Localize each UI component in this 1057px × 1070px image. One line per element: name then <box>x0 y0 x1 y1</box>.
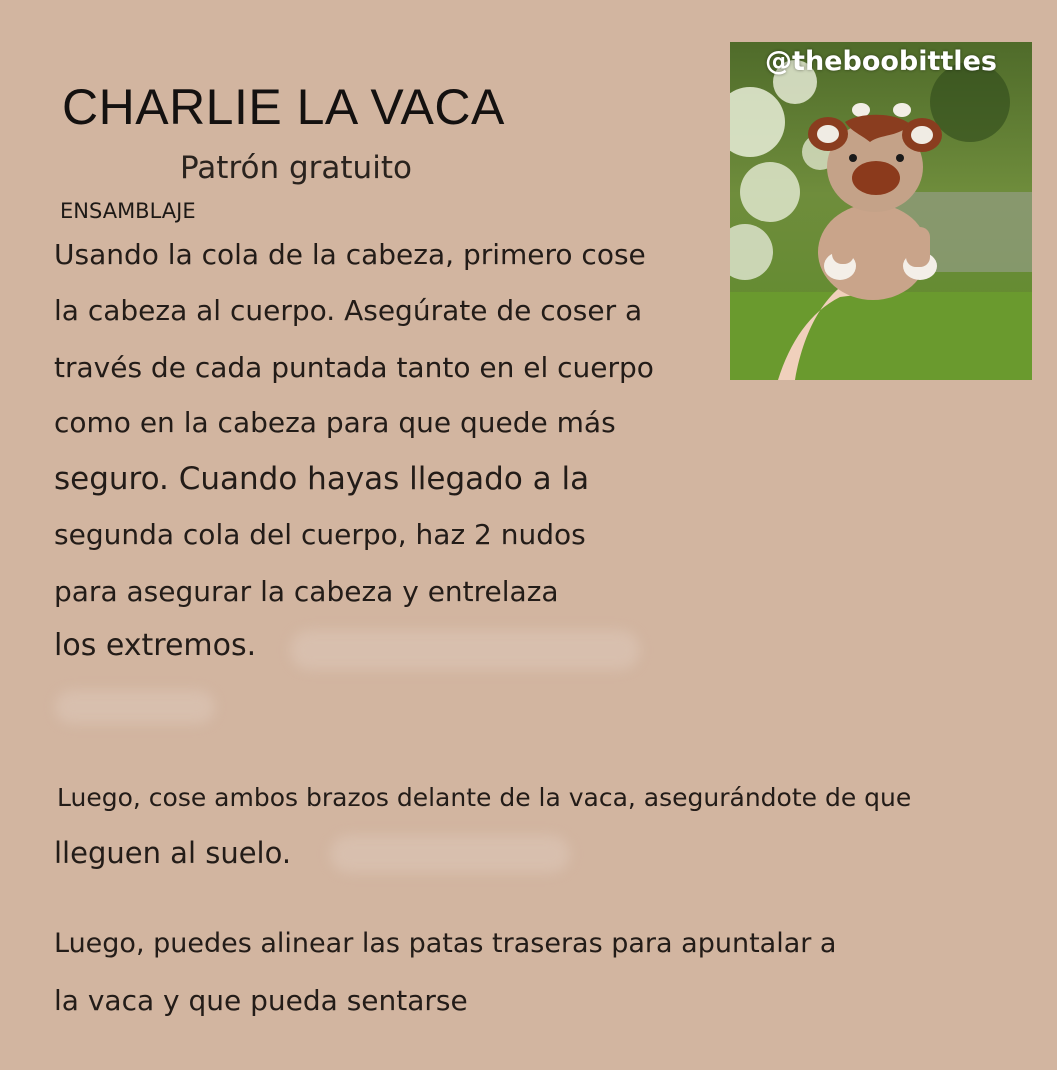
text-line: la vaca y que pueda sentarse <box>54 984 468 1017</box>
text-line: los extremos. <box>54 628 257 663</box>
page-subtitle: Patrón gratuito <box>180 150 412 186</box>
faded-text-smudge <box>290 630 640 670</box>
text-line: lleguen al suelo. <box>54 836 292 870</box>
text-line: través de cada puntada tanto en el cuerpo <box>54 351 654 384</box>
page-title: CHARLIE LA VACA <box>62 79 505 135</box>
faded-text-smudge <box>330 835 570 873</box>
text-line: Luego, cose ambos brazos delante de la vaca, asegurándote de que <box>57 783 912 812</box>
text-line: la cabeza al cuerpo. Asegúrate de coser a <box>54 294 643 327</box>
photo-watermark: @theboobittles <box>765 46 997 77</box>
text-line: para asegurar la cabeza y entrelaza <box>54 575 559 608</box>
text-line: segunda cola del cuerpo, haz 2 nudos <box>54 518 586 551</box>
text-line: seguro. Cuando hayas llegado a la <box>54 461 590 497</box>
cow-illustration <box>730 42 1032 380</box>
cow-photo <box>730 42 1032 380</box>
text-line: Luego, puedes alinear las patas traseras para apuntalar a <box>54 928 837 959</box>
faded-text-smudge <box>55 690 215 724</box>
section-heading: ENSAMBLAJE <box>60 199 196 223</box>
text-line: como en la cabeza para que quede más <box>54 406 616 439</box>
text-line: Usando la cola de la cabeza, primero cose <box>54 238 646 271</box>
